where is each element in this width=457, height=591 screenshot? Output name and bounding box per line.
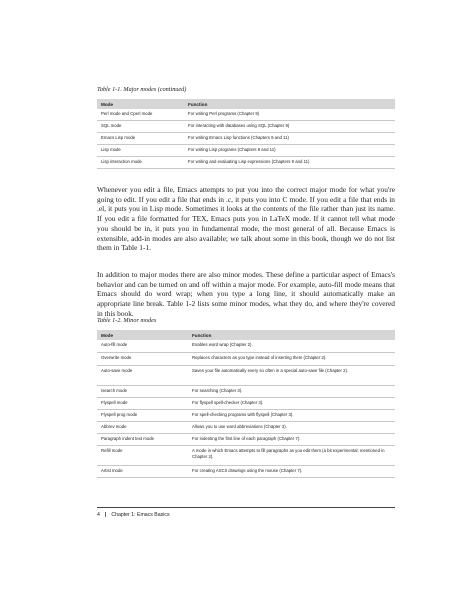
- mode-cell: Flyspell mode: [101, 400, 128, 406]
- table2-header-function: Function: [192, 332, 212, 338]
- table-row: [97, 446, 395, 466]
- footer-separator: |: [104, 512, 107, 518]
- mode-cell: Isearch mode: [101, 388, 128, 394]
- table2-header-mode: Mode: [101, 332, 113, 338]
- function-cell: For writing and evaluating Lisp expressions (Chapters 9 and 11): [188, 159, 310, 165]
- mode-cell: Auto-fill mode: [101, 342, 128, 348]
- table2-header: [97, 330, 395, 340]
- table2-caption: Table 1-2. Minor modes: [97, 317, 157, 324]
- function-cell: For creating ASCII drawings using the mouse (Chapter 7).: [192, 468, 303, 474]
- table-row: [97, 422, 395, 434]
- mode-cell: Abbrev mode: [101, 424, 127, 430]
- mode-cell: Lisp mode: [101, 147, 121, 153]
- function-cell: For writing Lisp programs (Chapters 9 and 11): [188, 147, 276, 153]
- mode-cell: Refill mode: [101, 448, 123, 454]
- table-row: [97, 157, 395, 169]
- function-cell: Replaces characters as you type instead of inserting them (Chapter 2).: [192, 355, 327, 361]
- mode-cell: SQL mode: [101, 123, 122, 129]
- function-cell: For writing Perl programs (Chapter 9): [188, 111, 260, 117]
- function-cell: For interacting with databases using SQL (Chapter 9): [188, 123, 290, 129]
- mode-cell: Auto-save mode: [101, 368, 133, 374]
- table-row: [97, 410, 395, 422]
- mode-cell: Paragraph indent text mode: [101, 436, 155, 442]
- table1-header: [97, 99, 395, 109]
- function-cell: For searching (Chapter 3).: [192, 388, 243, 394]
- table-row: [97, 353, 395, 366]
- table-row: [97, 109, 395, 121]
- table-row: [97, 340, 395, 353]
- function-cell: Enables word wrap (Chapter 2).: [192, 342, 253, 348]
- paragraph-major-modes: Whenever you edit a file, Emacs attempts to put you into the correct major mode for what you're going to edit. If you edit a file that ends in .c, it puts you into C mode. If you edit a file that ends in .el, it puts you in Lisp mode. Sometimes it looks at the contents of the file rather than just its name. If you edit a file formatted for TEX, Emacs puts you in LaTeX mode. If it cannot tell what mode you should be in, it puts you in fundamental mode, the most general of all. Because Emacs is extensible, add-in modes are also available; we talk about some in this book, though we do not list them in Table 1-1.: [97, 185, 395, 253]
- mode-cell: Perl mode and Cperl mode: [101, 111, 153, 117]
- minor-modes-table: [97, 330, 395, 478]
- table1-header-mode: Mode: [101, 101, 113, 107]
- table-row: [97, 121, 395, 133]
- table1-body: [97, 109, 395, 169]
- function-cell: For flyspell spell-checker (Chapter 3).: [192, 400, 264, 406]
- function-cell: For spell-checking programs with flyspell (Chapter 3).: [192, 412, 294, 418]
- table-row: [97, 386, 395, 398]
- table1-header-function: Function: [188, 101, 208, 107]
- table-row: [97, 466, 395, 478]
- footer-chapter: Chapter 1: Emacs Basics: [111, 512, 170, 518]
- table-row: [97, 366, 395, 386]
- table-row: [97, 434, 395, 446]
- table-row: [97, 133, 395, 145]
- paragraph-minor-modes: In addition to major modes there are also minor modes. These define a particular aspect of Emacs's behavior and can be turned on and off within a major mode. For example, auto-fill mode means that Emacs should do word wrap; when you type a long line, it should automatically make an appropriate line break. Table 1-2 lists some minor modes, what they do, and where they're covered in this book.: [97, 270, 395, 318]
- mode-cell: Artist mode: [101, 468, 123, 474]
- footer-rule: [97, 507, 395, 508]
- mode-cell: Emacs Lisp mode: [101, 135, 136, 141]
- table-row: [97, 398, 395, 410]
- table-row: [97, 145, 395, 157]
- major-modes-table: [97, 99, 395, 169]
- mode-cell: Lisp interaction mode: [101, 159, 142, 165]
- page-footer: [97, 512, 170, 518]
- function-cell: Saves your file automatically every so often in a special auto-save file (Chapter 2).: [192, 368, 349, 374]
- table1-caption: Table 1-1. Major modes (continued): [97, 86, 187, 93]
- function-cell: For writing Emacs Lisp functions (Chapters 9 and 11): [188, 135, 289, 141]
- mode-cell: Flyspell prog mode: [101, 412, 138, 418]
- function-cell: For indenting the first line of each paragraph (Chapter 7).: [192, 436, 301, 442]
- table2-body: [97, 340, 395, 478]
- function-cell: Allows you to use word abbreviations (Chapter 3).: [192, 424, 287, 430]
- function-cell: A mode in which Emacs attempts to fill paragraphs as you edit them (a bit experimental; mentioned in Chapter 2).: [192, 448, 385, 459]
- page-number: 4: [97, 512, 100, 518]
- mode-cell: Overwrite mode: [101, 355, 132, 361]
